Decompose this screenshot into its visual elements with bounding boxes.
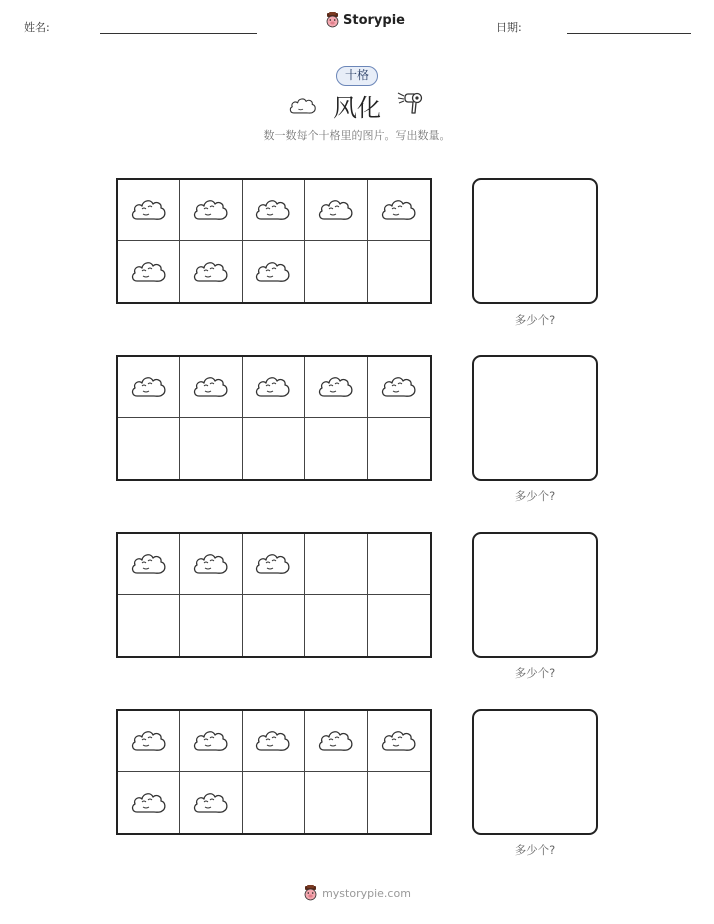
answer-prompt: 多少个? bbox=[514, 843, 556, 857]
cloud-icon bbox=[254, 259, 292, 285]
ten-frame-cell bbox=[180, 534, 242, 595]
ten-frame-cell bbox=[180, 418, 242, 479]
ten-frame-cell bbox=[118, 595, 180, 656]
cloud-icon bbox=[130, 790, 168, 816]
answer-box[interactable] bbox=[472, 709, 598, 835]
answer-prompt: 多少个? bbox=[514, 666, 556, 680]
ten-frame-cell bbox=[243, 595, 305, 656]
ten-frame-cell bbox=[305, 418, 367, 479]
name-field[interactable] bbox=[100, 33, 257, 34]
cloud-icon bbox=[192, 259, 230, 285]
ten-frame-cell bbox=[118, 357, 180, 418]
ten-frame-cell bbox=[368, 711, 430, 772]
cloud-icon bbox=[192, 197, 230, 223]
brand-name: Storypie bbox=[343, 13, 405, 28]
cloud-icon bbox=[380, 374, 418, 400]
answer-box[interactable] bbox=[472, 355, 598, 481]
cloud-icon bbox=[317, 728, 355, 754]
footer bbox=[0, 885, 714, 902]
ten-frame-cell bbox=[118, 534, 180, 595]
cloud-icon bbox=[254, 551, 292, 577]
ten-frame-cell bbox=[305, 357, 367, 418]
ten-frame-cell bbox=[180, 357, 242, 418]
ten-frame-cell bbox=[243, 418, 305, 479]
answer-prompt: 多少个? bbox=[514, 313, 556, 327]
pig-mascot-icon bbox=[325, 12, 340, 29]
cloud-icon bbox=[380, 728, 418, 754]
ten-frame-cell bbox=[180, 711, 242, 772]
ten-frame-cell bbox=[368, 534, 430, 595]
ten-frame bbox=[116, 178, 432, 304]
cloud-icon bbox=[317, 374, 355, 400]
worksheet-title: 风化 bbox=[333, 94, 381, 122]
ten-frame-cell bbox=[180, 180, 242, 241]
ten-frame-cell bbox=[180, 241, 242, 302]
date-label: 日期: bbox=[496, 21, 522, 34]
ten-frame-cell bbox=[368, 595, 430, 656]
hair-dryer-icon bbox=[397, 89, 425, 115]
cloud-icon bbox=[192, 374, 230, 400]
answer-box[interactable] bbox=[472, 532, 598, 658]
ten-frame-cell bbox=[368, 418, 430, 479]
cloud-icon bbox=[130, 374, 168, 400]
ten-frame-cell bbox=[368, 180, 430, 241]
cloud-icon bbox=[254, 197, 292, 223]
cloud-icon bbox=[317, 197, 355, 223]
ten-frame-cell bbox=[180, 772, 242, 833]
cloud-icon bbox=[254, 374, 292, 400]
worksheet-type-badge: 十格 bbox=[336, 66, 378, 86]
name-label: 姓名: bbox=[24, 21, 50, 34]
instructions: 数一数每个十格里的图片。写出数量。 bbox=[263, 129, 451, 142]
ten-frame-cell bbox=[243, 772, 305, 833]
cloud-icon bbox=[130, 728, 168, 754]
cloud-icon bbox=[254, 728, 292, 754]
ten-frame-cell bbox=[118, 241, 180, 302]
ten-frame-cell bbox=[305, 711, 367, 772]
cloud-icon bbox=[192, 728, 230, 754]
answer-box[interactable] bbox=[472, 178, 598, 304]
ten-frame-cell bbox=[243, 180, 305, 241]
ten-frame-cell bbox=[305, 534, 367, 595]
ten-frame bbox=[116, 709, 432, 835]
ten-frame-cell bbox=[243, 711, 305, 772]
ten-frame-cell bbox=[368, 241, 430, 302]
pig-mascot-icon bbox=[303, 885, 318, 902]
date-field[interactable] bbox=[567, 33, 691, 34]
ten-frame bbox=[116, 532, 432, 658]
ten-frame-cell bbox=[118, 711, 180, 772]
ten-frame bbox=[116, 355, 432, 481]
answer-prompt: 多少个? bbox=[514, 489, 556, 503]
ten-frame-cell bbox=[118, 180, 180, 241]
ten-frame-cell bbox=[305, 180, 367, 241]
cloud-icon bbox=[192, 790, 230, 816]
ten-frame-cell bbox=[180, 595, 242, 656]
footer-site: mystorypie.com bbox=[322, 887, 411, 900]
cloud-icon bbox=[192, 551, 230, 577]
ten-frame-cell bbox=[305, 241, 367, 302]
cloud-icon bbox=[130, 197, 168, 223]
ten-frame-cell bbox=[118, 772, 180, 833]
ten-frame-cell bbox=[368, 772, 430, 833]
ten-frame-cell bbox=[243, 241, 305, 302]
ten-frame-cell bbox=[305, 595, 367, 656]
cloud-icon bbox=[130, 259, 168, 285]
ten-frame-cell bbox=[118, 418, 180, 479]
ten-frame-cell bbox=[305, 772, 367, 833]
ten-frame-cell bbox=[243, 534, 305, 595]
ten-frame-cell bbox=[243, 357, 305, 418]
brand-logo bbox=[325, 12, 405, 29]
ten-frame-cell bbox=[368, 357, 430, 418]
cloud-icon bbox=[130, 551, 168, 577]
cloud-icon bbox=[380, 197, 418, 223]
